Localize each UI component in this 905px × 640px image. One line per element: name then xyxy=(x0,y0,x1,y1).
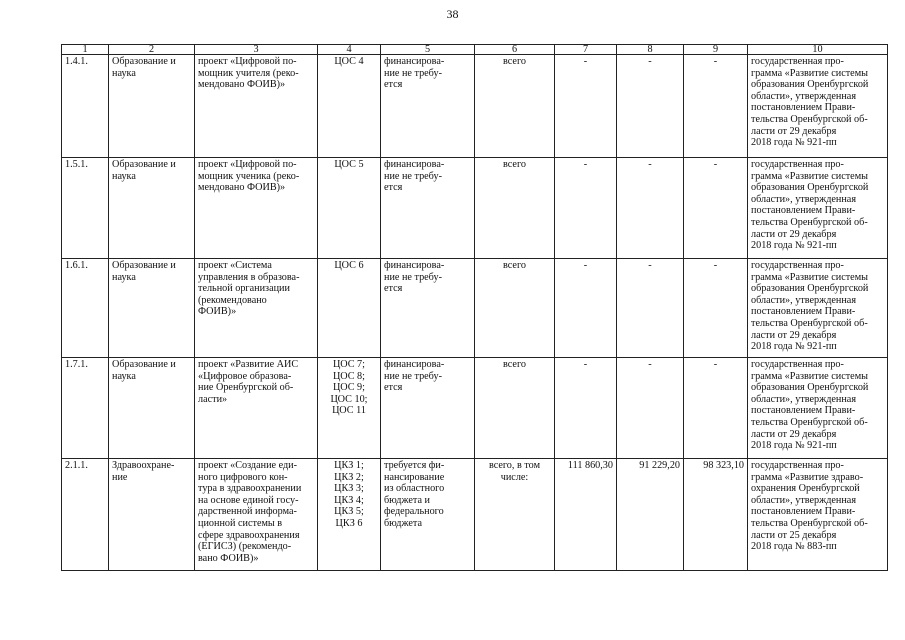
header-col-9: 9 xyxy=(684,45,748,55)
table-row xyxy=(62,55,888,158)
row-value-col8: 91 229,20 xyxy=(617,459,684,571)
row-value-col8: - xyxy=(617,158,684,259)
row-value-col7: - xyxy=(555,55,617,158)
row-value-col7: - xyxy=(555,358,617,459)
header-col-1: 1 xyxy=(62,45,109,55)
row-area: Образование и наука xyxy=(109,358,195,459)
row-funding: требуется фи- нансирование из областного бюджета и федерального бюджета xyxy=(381,459,475,571)
row-value-col9: - xyxy=(684,358,748,459)
header-col-10: 10 xyxy=(748,45,888,55)
table-row xyxy=(62,158,888,259)
row-number: 1.7.1. xyxy=(62,358,109,459)
row-budget-type: всего, в том числе: xyxy=(475,459,555,571)
row-project: проект «Развитие АИС «Цифровое образова- ние Оренбургской об- ласти» xyxy=(195,358,318,459)
row-project: проект «Создание еди- ного цифрового кон- тура в здравоохранении на основе единой госу- дарственной информа- ционной системы в сфере здравоохранения (ЕГИСЗ) (рекомендо- вано ФОИВ)» xyxy=(195,459,318,571)
header-col-4: 4 xyxy=(318,45,381,55)
program-table xyxy=(61,44,888,571)
row-program: государственная про- грамма «Развитие системы образования Оренбургской области», утвержденная постановлением Прави- тельства Оренбургской об- ласти от 29 декабря 2018 года № 921-пп xyxy=(748,259,888,358)
row-area: Образование и наука xyxy=(109,259,195,358)
header-col-7: 7 xyxy=(555,45,617,55)
row-funding: финансирова- ние не требу- ется xyxy=(381,55,475,158)
row-value-col8: - xyxy=(617,55,684,158)
row-project: проект «Цифровой по- мощник ученика (реко- мендовано ФОИВ)» xyxy=(195,158,318,259)
row-codes: ЦОС 7; ЦОС 8; ЦОС 9; ЦОС 10; ЦОС 11 xyxy=(318,358,381,459)
row-value-col7: - xyxy=(555,259,617,358)
row-program: государственная про- грамма «Развитие системы образования Оренбургской области», утвержденная постановлением Прави- тельства Оренбургской об- ласти от 29 декабря 2018 года № 921-пп xyxy=(748,158,888,259)
row-value-col7: - xyxy=(555,158,617,259)
header-col-3: 3 xyxy=(195,45,318,55)
row-value-col8: - xyxy=(617,358,684,459)
header-col-8: 8 xyxy=(617,45,684,55)
row-number: 1.4.1. xyxy=(62,55,109,158)
row-program: государственная про- грамма «Развитие здраво- охранения Оренбургской области», утвержденная постановлением Прави- тельства Оренбургской об- ласти от 25 декабря 2018 года № 883-пп xyxy=(748,459,888,571)
row-number: 2.1.1. xyxy=(62,459,109,571)
table-row xyxy=(62,459,888,571)
row-codes: ЦОС 6 xyxy=(318,259,381,358)
row-number: 1.6.1. xyxy=(62,259,109,358)
table-row xyxy=(62,259,888,358)
row-value-col7: 111 860,30 xyxy=(555,459,617,571)
page-number: 38 xyxy=(446,7,459,21)
row-value-col9: - xyxy=(684,158,748,259)
row-funding: финансирова- ние не требу- ется xyxy=(381,358,475,459)
row-value-col9: - xyxy=(684,259,748,358)
header-col-5: 5 xyxy=(381,45,475,55)
row-value-col9: - xyxy=(684,55,748,158)
row-number: 1.5.1. xyxy=(62,158,109,259)
row-program: государственная про- грамма «Развитие системы образования Оренбургской области», утвержденная постановлением Прави- тельства Оренбургской об- ласти от 29 декабря 2018 года № 921-пп xyxy=(748,358,888,459)
row-funding: финансирова- ние не требу- ется xyxy=(381,259,475,358)
row-codes: ЦОС 4 xyxy=(318,55,381,158)
row-value-col8: - xyxy=(617,259,684,358)
header-col-2: 2 xyxy=(109,45,195,55)
row-project: проект «Система управления в образова- тельной организации (рекомендовано ФОИВ)» xyxy=(195,259,318,358)
row-area: Здравоохране- ние xyxy=(109,459,195,571)
row-funding: финансирова- ние не требу- ется xyxy=(381,158,475,259)
row-project: проект «Цифровой по- мощник учителя (реко- мендовано ФОИВ)» xyxy=(195,55,318,158)
row-budget-type: всего xyxy=(475,358,555,459)
row-codes: ЦКЗ 1; ЦКЗ 2; ЦКЗ 3; ЦКЗ 4; ЦКЗ 5; ЦКЗ 6 xyxy=(318,459,381,571)
row-program: государственная про- грамма «Развитие системы образования Оренбургской области», утвержденная постановлением Прави- тельства Оренбургской об- ласти от 29 декабря 2018 года № 921-пп xyxy=(748,55,888,158)
row-budget-type: всего xyxy=(475,55,555,158)
header-col-6: 6 xyxy=(475,45,555,55)
row-budget-type: всего xyxy=(475,158,555,259)
row-codes: ЦОС 5 xyxy=(318,158,381,259)
header-row xyxy=(62,45,888,55)
row-value-col9: 98 323,10 xyxy=(684,459,748,571)
row-budget-type: всего xyxy=(475,259,555,358)
table-row xyxy=(62,358,888,459)
row-area: Образование и наука xyxy=(109,158,195,259)
row-area: Образование и наука xyxy=(109,55,195,158)
